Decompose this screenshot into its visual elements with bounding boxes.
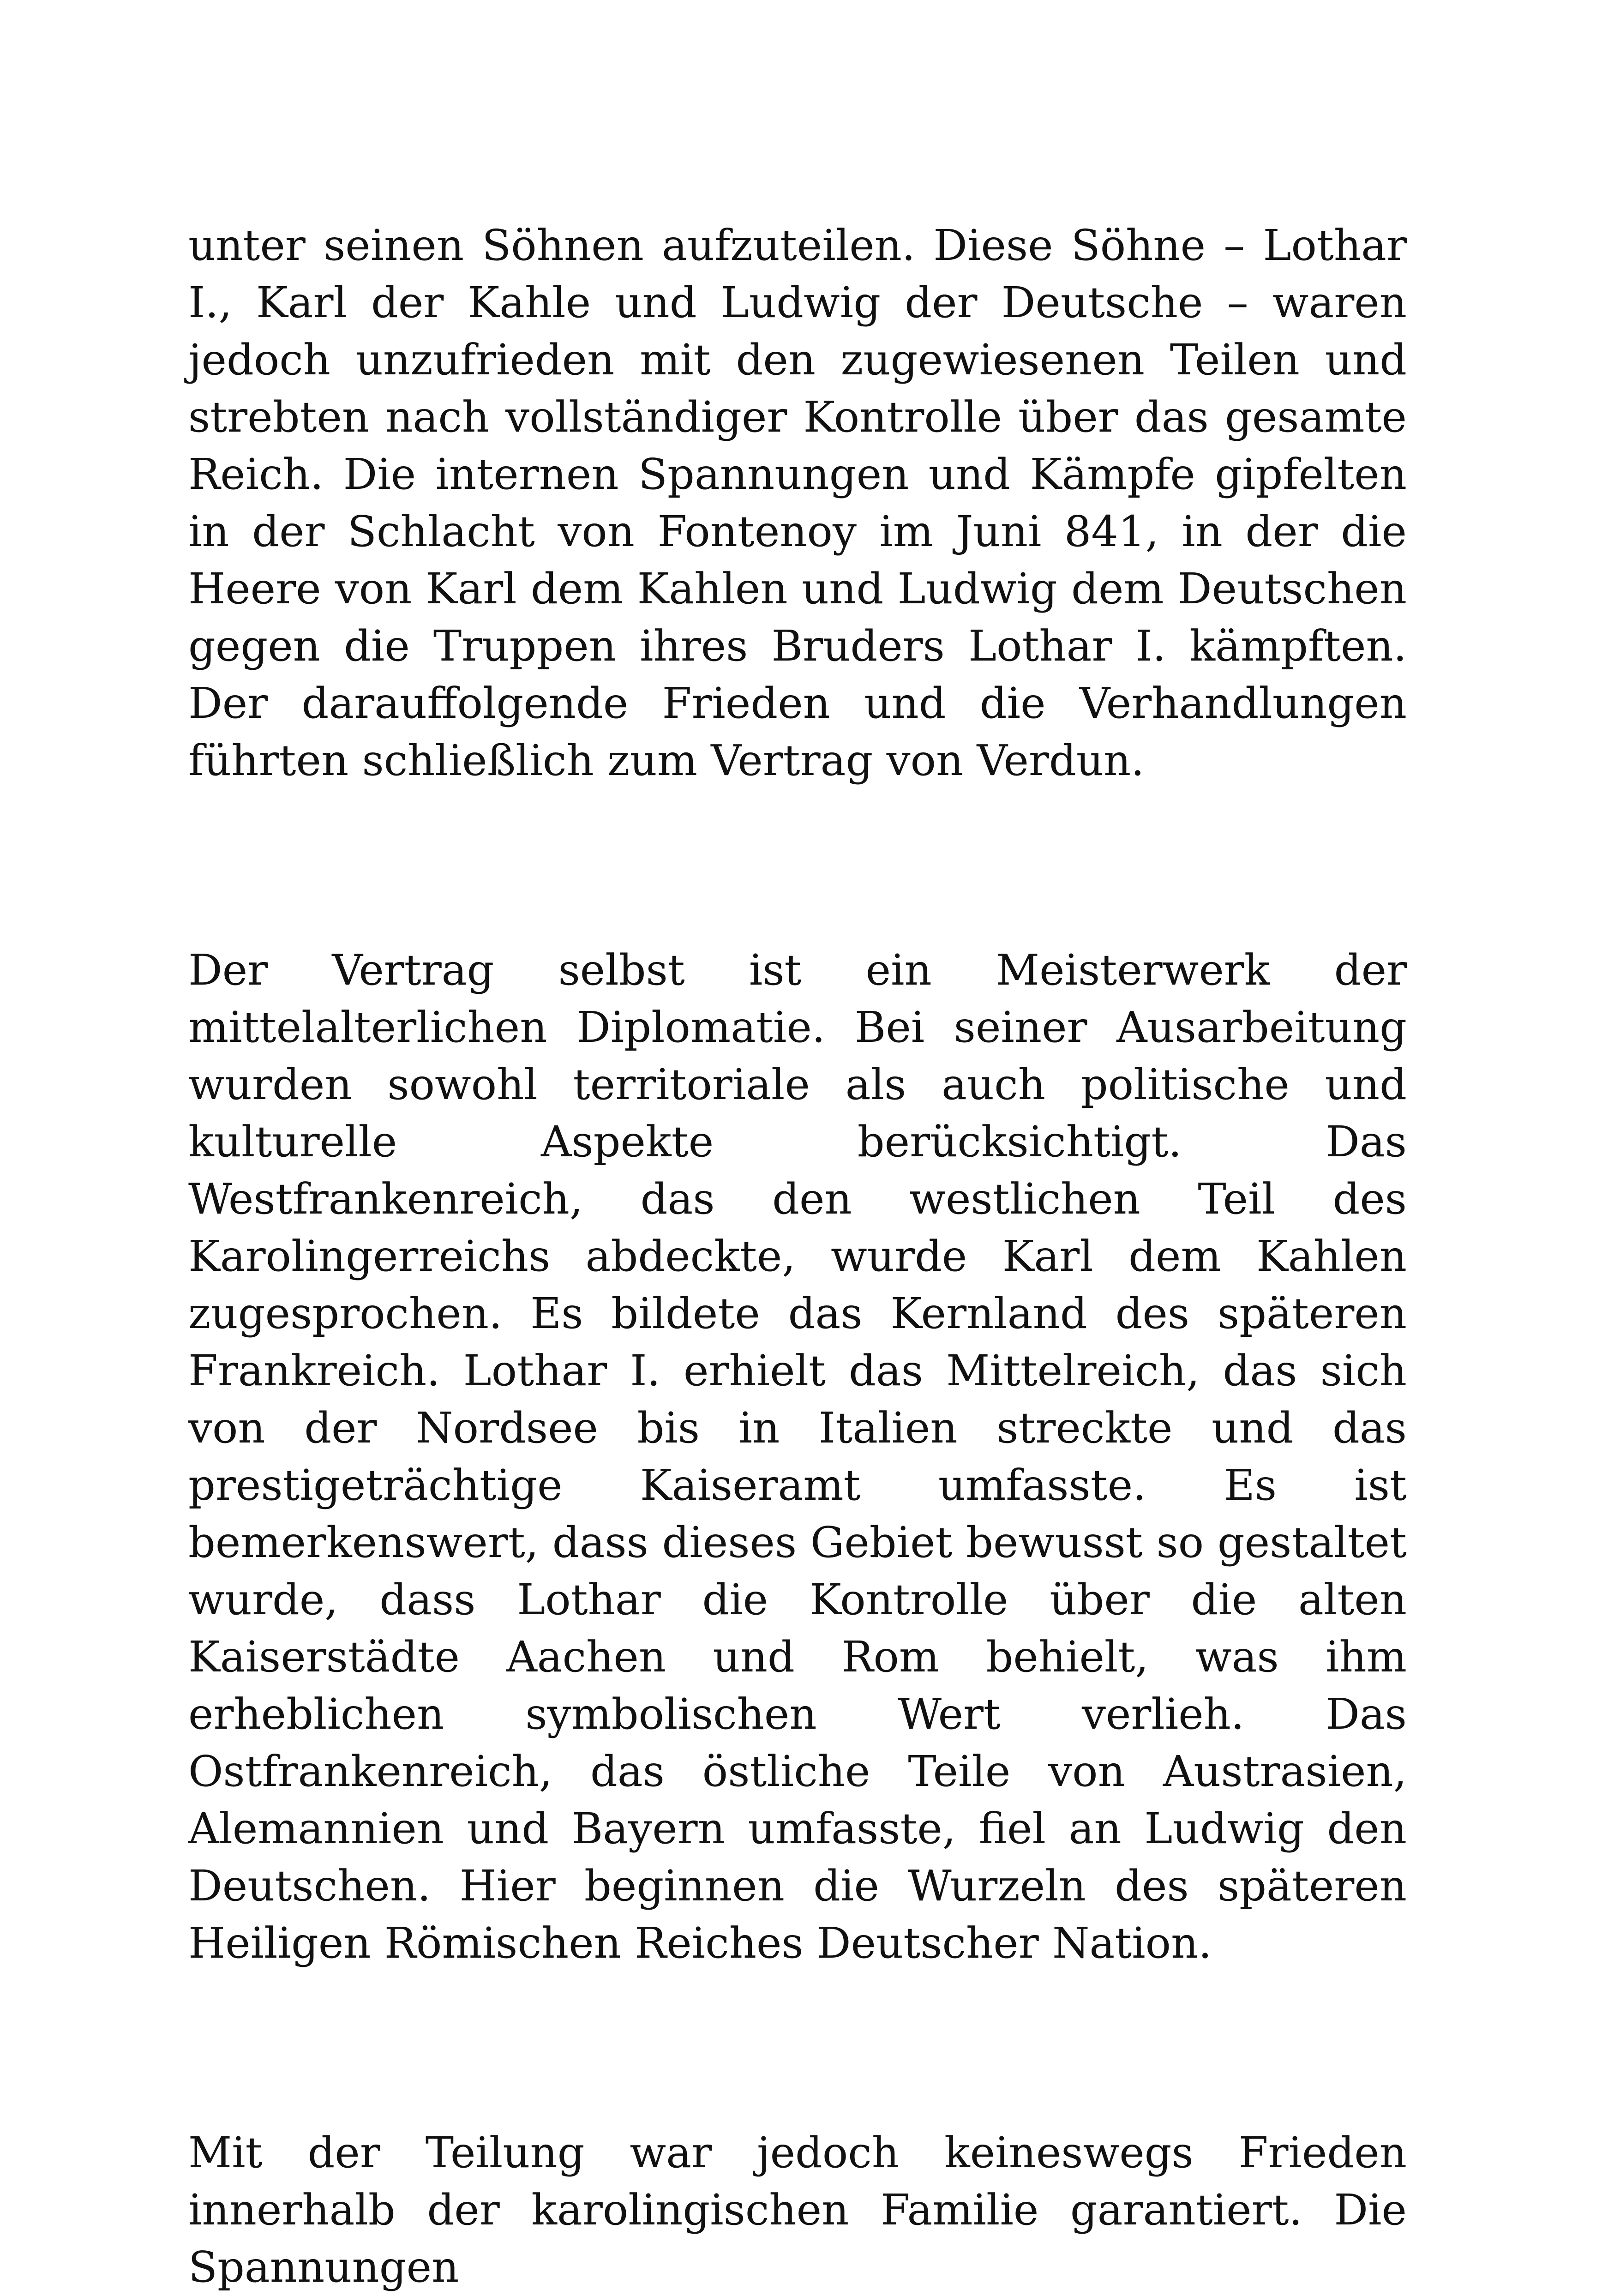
paragraph-1: unter seinen Söhnen aufzuteilen. Diese Söhne – Lothar I., Karl der Kahle und Ludwig der Deutsche – waren jedoch unzufrieden mit den zugewiesenen Teilen und strebten nach vollständiger Kontrolle über das gesamte Reich. Die internen Spannungen und Kämpfe gipfelten in der Schlacht von Fontenoy im Juni 841, in der die Heere von Karl dem Kahlen und Ludwig dem Deutschen gegen die Truppen ihres Bruders Lothar I. kämpften. Der darauffolgende Frieden und die Verhandlungen führten schließlich zum Vertrag von Verdun. [188,221,1407,785]
paragraph-3: Mit der Teilung war jedoch keineswegs Frieden innerhalb der karolingischen Familie garantiert. Die Spannungen [188,2128,1407,2292]
document-page [188,217,1407,2296]
paragraph-2: Der Vertrag selbst ist ein Meisterwerk der mittelalterlichen Diplomatie. Bei seiner Ausarbeitung wurden sowohl territoriale als auch politische und kulturelle Aspekte berücksichtigt. Das Westfrankenreich, das den westlichen Teil des Karolingerreichs abdeckte, wurde Karl dem Kahlen zugesprochen. Es bildete das Kernland des späteren Frankreich. Lothar I. erhielt das Mittelreich, das sich von der Nordsee bis in Italien streckte und das prestigeträchtige Kaiseramt umfasste. Es ist bemerkenswert, dass dieses Gebiet bewusst so gestaltet wurde, dass Lothar die Kontrolle über die alten Kaiserstädte Aachen und Rom behielt, was ihm erheblichen symbolischen Wert verlieh. Das Ostfrankenreich, das östliche Teile von Austrasien, Alemannien und Bayern umfasste, fiel an Ludwig den Deutschen. Hier beginnen die Wurzeln des späteren Heiligen Römischen Reiches Deutscher Nation. [188,945,1407,1968]
paragraph-gap [188,789,1407,942]
paragraph-gap [188,1972,1407,2124]
